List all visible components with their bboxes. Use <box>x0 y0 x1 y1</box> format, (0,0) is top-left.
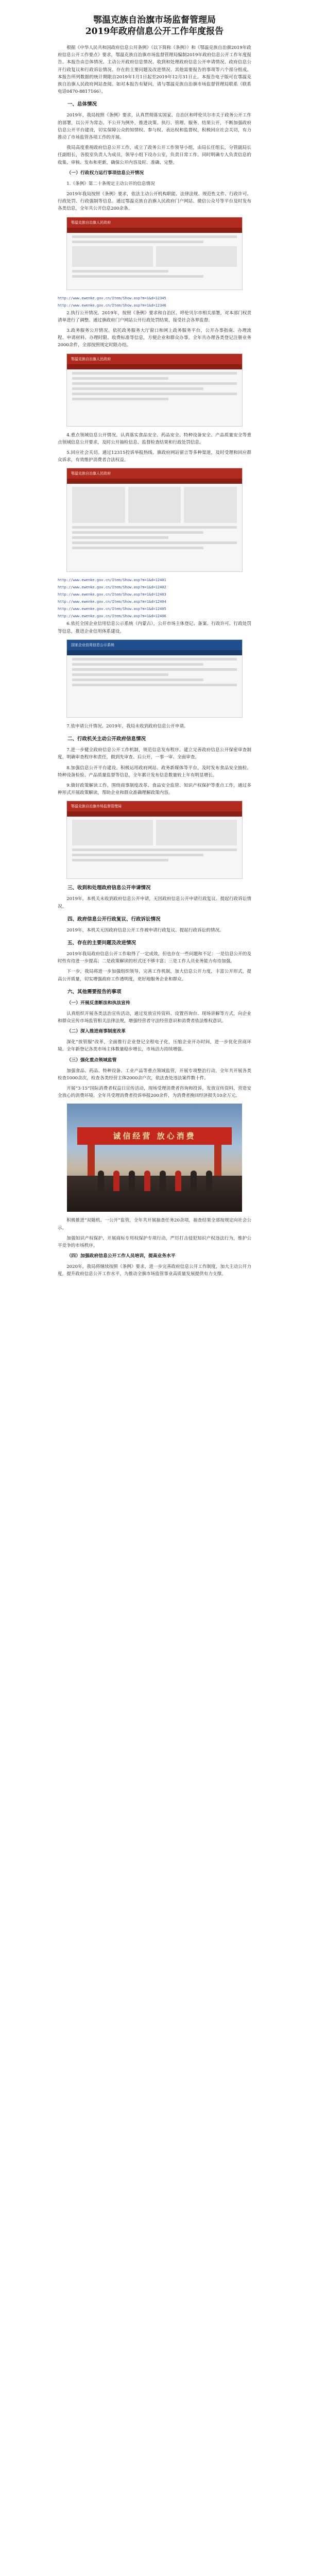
reference-link[interactable]: http://www.ewenke.gov.cn/Item/Show.asp?m=1&d=12406 <box>58 614 166 619</box>
paragraph: 2019年，本机关未收到政府信息公开申请，无因政府信息公开申请行政复议、提起行政诉讼情况。 <box>58 896 251 909</box>
paragraph: 2019年，本机关无因政府信息公开工作被申请行政复议、提起行政诉讼的情况。 <box>66 927 224 933</box>
paragraph: 8.加强信息公开平台建设。积极运用政府网站、政务新媒体等平台，及时发布食品安全抽检、特种设备检验、产品质量监督等信息，全年累计发布信息数量较上年有明显增长。 <box>58 765 251 778</box>
paragraph: 2020年，我局将继续按照《条例》要求，进一步完善政府信息公开工作制度，加大主动公开力度，提升政府信息公开工作水平，为推动全旗市场监管事业高质量发展提供有力支撑。 <box>58 1264 251 1277</box>
paragraph: 5.回应社会关切。通过12315投诉举报热线、旗政府网站留言等多种渠道，及时受理和回应群众诉求，有效维护消费者合法权益。 <box>58 450 251 463</box>
paragraph: 3.政务服务公开情况。依托政务服务大厅窗口和网上政务服务平台，公开办事指南、办理流程、申请材料、办理时限、收费标准等信息，方便企业和群众办事。全年共办理各类登记注册业务2000余件，全部按照规定时限办结。 <box>58 328 251 348</box>
reference-link[interactable]: http://www.ewenke.gov.cn/Item/Show.asp?m=1&d=12405 <box>58 607 166 612</box>
website-screenshot-2 <box>66 353 243 427</box>
paragraph: 积极推进“双随机、一公开”监管，全年共开展抽查任务20余项，抽查结果全部按规定向社会公示。 <box>58 1218 251 1231</box>
report-header <box>0 0 309 37</box>
paragraph: 2019年我局政府信息公开工作取得了一定成效，但也存在一些问题和不足：一是信息公开的及时性有待进一步提高；二是政策解读的形式还不够丰富；三是工作人员业务能力有待加强。 <box>58 951 251 964</box>
screenshot-site-name: 国家企业信用信息公示系统 <box>71 642 114 647</box>
section-6-sub-3: （三）强化重点领域监管 <box>66 1057 117 1063</box>
reference-link[interactable]: http://www.ewenke.gov.cn/Item/Show.asp?m=1&d=12404 <box>58 600 166 604</box>
paragraph: 9.做好政策解读工作。围绕商事制度改革、食品安全监管、知识产权保护等重点工作，通过多种形式开展政策解读，帮助企业和群众准确理解政策内容。 <box>58 783 251 796</box>
section-2-heading: 二、行政机关主动公开政府信息情况 <box>67 736 146 742</box>
section-6-heading: 六、其他需要报告的事项 <box>67 989 122 995</box>
paragraph: 我局高度重视政府信息公开工作，成立了政务公开工作领导小组，由局长任组长，分管副局长任副组长，各股室负责人为成员，领导小组下设办公室，负责日常工作。同时明确专人负责信息的收集、审核、发布和更新，确保公开内容及时、准确、完整。 <box>58 145 251 165</box>
section-4-heading: 四、政府信息公开行政复议、行政诉讼情况 <box>67 916 161 922</box>
paragraph: 开展“3·15”国际消费者权益日宣传活动，现场受理消费者咨询和投诉，发放宣传资料，营造安全放心的消费环境。全年共受理消费者投诉举报200余件，为消费者挽回经济损失10余万元。 <box>58 1086 251 1099</box>
paragraph: 2.执行公开情况。2019年，按照《条例》要求和自治区、呼伦贝尔市相关部署，对本部门权责清单进行了调整。通过旗政府门户网站公开行政处罚结果，接受社会各界监督。 <box>58 310 251 323</box>
section-1-heading: 一、总体情况 <box>67 101 97 108</box>
event-photo <box>67 1104 242 1212</box>
event-banner-text: 诚信经营 放心消费 <box>113 1131 196 1141</box>
paragraph: 2019年，我局按照《条例》要求，认真贯彻落实国家、自治区和呼伦贝尔市关于政务公开工作的部署，以公开为常态、不公开为例外，推进决策、执行、管理、服务、结果公开，不断加强政府信息公开平台建设，切实保障公众的知情权、参与权、表达权和监督权，积极回应社会关切，有力推动了市场监管各项工作的开展。 <box>58 113 251 141</box>
report-title-line-2: 2019年政府信息公开工作年度报告 <box>85 26 224 37</box>
section-3-heading: 三、收到和处理政府信息公开申请情况 <box>67 885 151 891</box>
paragraph: 4.重点领域信息公开情况。认真落实食品安全、药品安全、特种设备安全、产品质量安全等重点领域信息公开要求，及时公开抽检信息、监督检查结果和行政处罚信息。 <box>58 432 251 445</box>
screenshot-site-name: 鄂温克族自治旗人民政府 <box>71 471 111 476</box>
paragraph: 6.依托全国企业信用信息公示系统（内蒙古），公开市场主体登记、备案、行政许可、行政处罚等信息，推进企业信用体系建设。 <box>58 621 251 634</box>
reference-link[interactable]: http://www.ewenke.gov.cn/Item/Show.asp?m=1&d=12402 <box>58 585 166 590</box>
paragraph: 加强知识产权保护，开展商标专用权保护专项行动，严厉打击侵犯知识产权违法行为，维护公平竞争的市场秩序。 <box>58 1235 251 1248</box>
reference-link[interactable]: http://www.ewenke.gov.cn/Item/Show.asp?m=1&d=12346 <box>58 303 166 308</box>
paragraph: 加强食品、药品、特种设备、工业产品等重点领域监管，开展专项整治行动，全年共开展各类检查1000余次，检查各类经营主体2000余户次，依法查处违法案件数十件。 <box>58 1068 251 1081</box>
paragraph: 认真组织开展各类法治宣传活动，通过发放宣传资料、设置咨询台、现场讲解等方式，向企业和群众宣传市场监管相关法律法规，增强经营者守法经营意识和消费者依法维权意识。 <box>58 1011 251 1024</box>
section-6-sub-1: （一）开展反垄断法和执法宣传 <box>66 1000 130 1006</box>
paragraph: 7.进一步健全政府信息公开工作机制，规范信息发布程序。建立完善政府信息公开保密审查制度，明确审查程序和责任，做到先审查、后公开，一事一审、全面审查。 <box>58 748 251 760</box>
reference-link[interactable]: http://www.ewenke.gov.cn/Item/Show.asp?m=1&d=12345 <box>58 296 166 300</box>
section-6-sub-4: （四）加强政府信息公开工作人员培训，提高业务水平 <box>66 1253 176 1259</box>
intro-paragraph: 根据《中华人民共和国政府信息公开条例》（以下简称《条例》）和《鄂温克族自治旗2019年政府信息公开工作要点》要求，鄂温克族自治旗市场监督管理局编制2019年政府信息公开工作年度报告。本报告由总体情况、主动公开政府信息情况、收到和处理政府信息公开申请情况、政府信息公开行政复议和行政诉讼情况、存在的主要问题及改进情况、其他需要报告的事项等六个部分组成。本报告所列数据的统计期限自2019年1月1日起至2019年12月31日止。本报告电子版可在鄂温克族自治旗人民政府网站查阅。如对本报告有疑问，请与鄂温克族自治旗市场监督管理局联系（联系电话0470-8817166）。 <box>58 45 251 95</box>
paragraph: 下一步，我局将进一步加强组织领导，完善工作机制，加大信息公开力度，丰富公开形式，提高公开质量，切实增强政府工作透明度，更好地服务企业和群众。 <box>58 969 251 982</box>
website-screenshot-1 <box>66 217 243 290</box>
section-6-sub-2: （二）深入推进商事制度改革 <box>66 1029 126 1035</box>
screenshot-site-name: 鄂温克族自治旗市场监督管理局 <box>71 804 122 809</box>
website-screenshot-3 <box>66 468 243 572</box>
paragraph: 2019年我局按照《条例》要求，依法主动公开机构职能、法律法规、规范性文件、行政许可、行政处罚、行政强制等信息。通过鄂温克族自治旗人民政府门户网站、微信公众号等平台及时发布各类信息，全年共公开信息200余条。 <box>58 192 251 212</box>
report-body <box>0 37 309 1278</box>
report-title-line-1: 鄂温克族自治旗市场监督管理局 <box>93 15 216 25</box>
screenshot-site-name: 鄂温克族自治旗人民政府 <box>71 220 111 225</box>
reference-link[interactable]: http://www.ewenke.gov.cn/Item/Show.asp?m=1&d=12401 <box>58 578 166 583</box>
event-banner <box>77 1127 232 1145</box>
website-screenshot-4 <box>66 639 243 718</box>
website-screenshot-5 <box>66 801 243 879</box>
section-5-heading: 五、存在的主要问题及改进情况 <box>67 940 136 946</box>
reference-link[interactable]: http://www.ewenke.gov.cn/Item/Show.asp?m=1&d=12403 <box>58 592 166 597</box>
screenshot-site-name: 鄂温克族自治旗人民政府 <box>71 357 111 361</box>
paragraph: 深化“放管服”改革，全面推行企业登记全程电子化，压缩企业开办时间，进一步优化营商环境。全年新登记各类市场主体数量稳步增长，市场活力持续增强。 <box>58 1040 251 1053</box>
paragraph: 1.《条例》第二十条规定主动公开的信息情况 <box>66 181 155 187</box>
section-1a-heading: （一）行政权力运行事项信息公开情况 <box>66 170 144 176</box>
paragraph: 7.依申请公开情况。2019年，我局未收到政府信息公开申请。 <box>66 723 188 729</box>
